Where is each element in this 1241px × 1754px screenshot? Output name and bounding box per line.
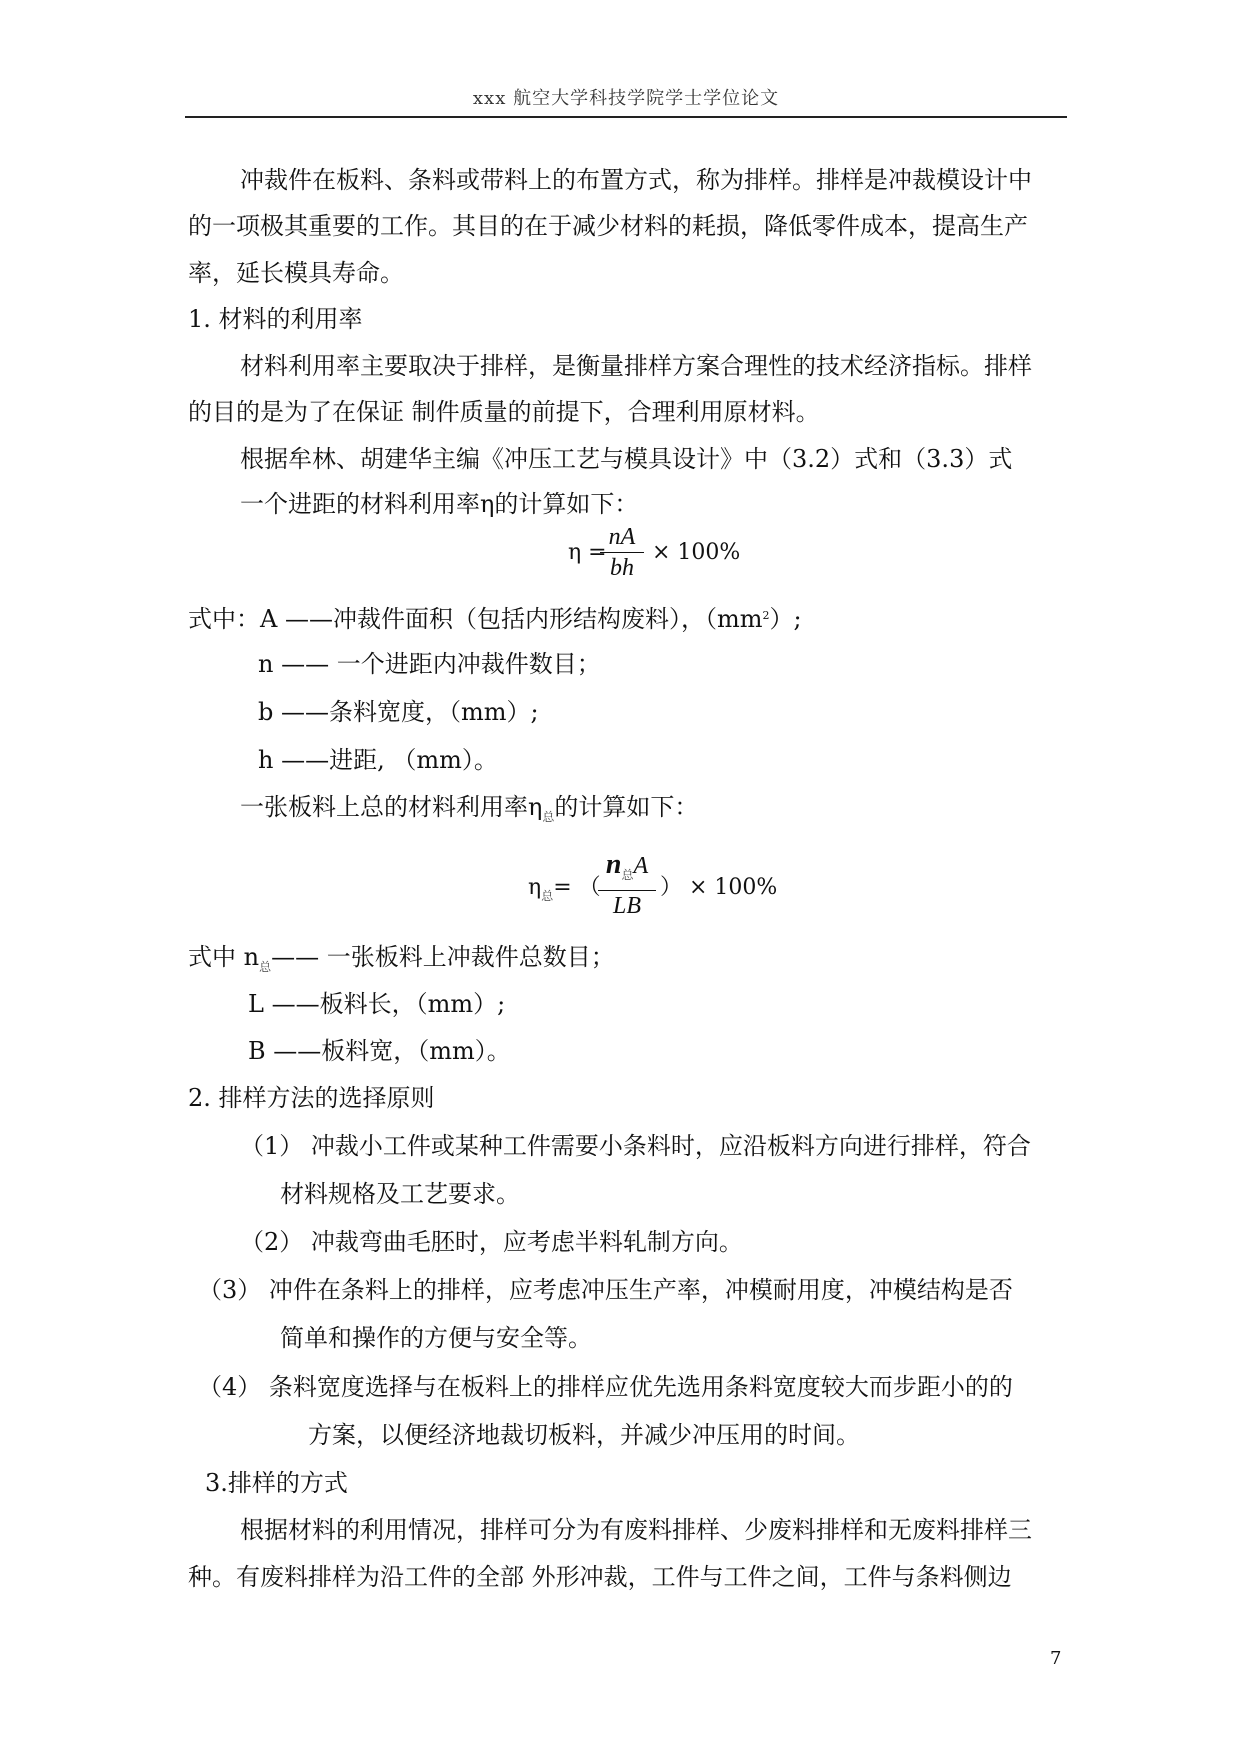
- paragraph-line: 率，延长模具寿命。: [188, 259, 404, 287]
- text-segment: 式中 n: [188, 943, 260, 971]
- running-header: xxx 航空大学科技学院学士学位论文: [472, 88, 780, 109]
- formula-eq: = （: [553, 875, 601, 900]
- formula-lhs: η =: [568, 540, 607, 565]
- text-segment: —— 一张板料上冲裁件总数目；: [271, 943, 615, 971]
- fraction-denominator: bh: [600, 552, 644, 583]
- paragraph-line: 冲裁件在板料、条料或带料上的布置方式，称为排样。排样是冲裁模设计中: [240, 166, 1032, 194]
- list-item: （4） 条料宽度选择与在板料上的排样应优先选用条料宽度较大而步距小的的: [198, 1373, 1013, 1401]
- list-item-continuation: 简单和操作的方便与安全等。: [280, 1324, 592, 1352]
- section-heading: 1. 材料的利用率: [188, 305, 363, 333]
- paragraph-line: [240, 791, 698, 833]
- list-item-continuation: 材料规格及工艺要求。: [280, 1180, 520, 1208]
- list-item: （3） 冲件在条料上的排样，应考虑冲压生产率，冲模耐用度，冲模结构是否: [198, 1276, 1013, 1304]
- paragraph-line: 材料利用率主要取决于排样，是衡量排样方案合理性的技术经济指标。排样: [240, 352, 1032, 380]
- list-item: （1） 冲裁小工件或某种工件需要小条料时，应沿板料方向进行排样，符合: [240, 1132, 1031, 1160]
- formula-fraction: [598, 850, 656, 921]
- numerator-subscript: 总: [621, 868, 634, 882]
- formula-rhs: × 100%: [652, 540, 741, 565]
- definition-line: n —— 一个进距内冲裁件数目；: [258, 650, 601, 678]
- fraction-numerator: nA: [608, 524, 636, 550]
- paragraph-line: 根据材料的利用情况，排样可分为有废料排样、少废料排样和无废料排样三: [240, 1516, 1032, 1544]
- paragraph-line: 的目的是为了在保证 制件质量的前提下，合理利用原材料。: [188, 398, 820, 426]
- text-segment: 的计算如下：: [554, 793, 699, 821]
- paragraph-line: 一个进距的材料利用率η的计算如下：: [240, 490, 639, 518]
- paragraph-line: 的一项极其重要的工作。其目的在于减少材料的耗损，降低零件成本，提高生产: [188, 212, 1028, 240]
- paragraph-line: 种。有废料排样为沿工件的全部 外形冲裁，工件与工件之间，工件与条料侧边: [188, 1563, 1012, 1591]
- eta-symbol: η: [528, 875, 542, 900]
- definition-line: L ——板料长，（mm）;: [248, 990, 506, 1018]
- definition-line: b ——条料宽度，（mm）;: [258, 698, 539, 726]
- paragraph-line: 根据牟林、胡建华主编《冲压工艺与模具设计》中（3.2）式和（3.3）式: [240, 445, 1013, 473]
- definition-line: h ——进距, （mm）。: [258, 746, 498, 774]
- definition-line: [188, 600, 802, 635]
- subscript: 总: [542, 810, 555, 824]
- definition-line: B ——板料宽，（mm）。: [248, 1037, 511, 1065]
- numerator-A: A: [633, 853, 649, 879]
- numerator-n: n: [605, 849, 622, 880]
- definition-line: [188, 941, 615, 983]
- list-item-continuation: 方案，以便经济地裁切板料，并减少冲压用的时间。: [308, 1421, 860, 1449]
- subscript: 总: [259, 960, 272, 974]
- formula-lhs: [528, 870, 601, 904]
- unit-superscript: 2: [762, 609, 770, 622]
- fraction-denominator: LB: [598, 890, 656, 921]
- page-number: 7: [1050, 1648, 1062, 1669]
- section-heading: 3.排样的方式: [205, 1469, 348, 1497]
- list-item: （2） 冲裁弯曲毛胚时，应考虑半料轧制方向。: [240, 1228, 743, 1256]
- unit-text: mm: [716, 605, 763, 633]
- text-segment: 一张板料上总的材料利用率η: [240, 793, 543, 821]
- formula-rhs: ） × 100%: [660, 875, 778, 900]
- subscript: 总: [541, 889, 554, 903]
- definition-text: 式中：A ——冲裁件面积（包括内形结构废料），（: [188, 605, 717, 633]
- fraction-numerator: [598, 850, 656, 890]
- definition-end: ）;: [769, 605, 802, 633]
- header-rule: [185, 116, 1067, 118]
- section-heading: 2. 排样方法的选择原则: [188, 1084, 435, 1112]
- formula-fraction: [600, 522, 644, 583]
